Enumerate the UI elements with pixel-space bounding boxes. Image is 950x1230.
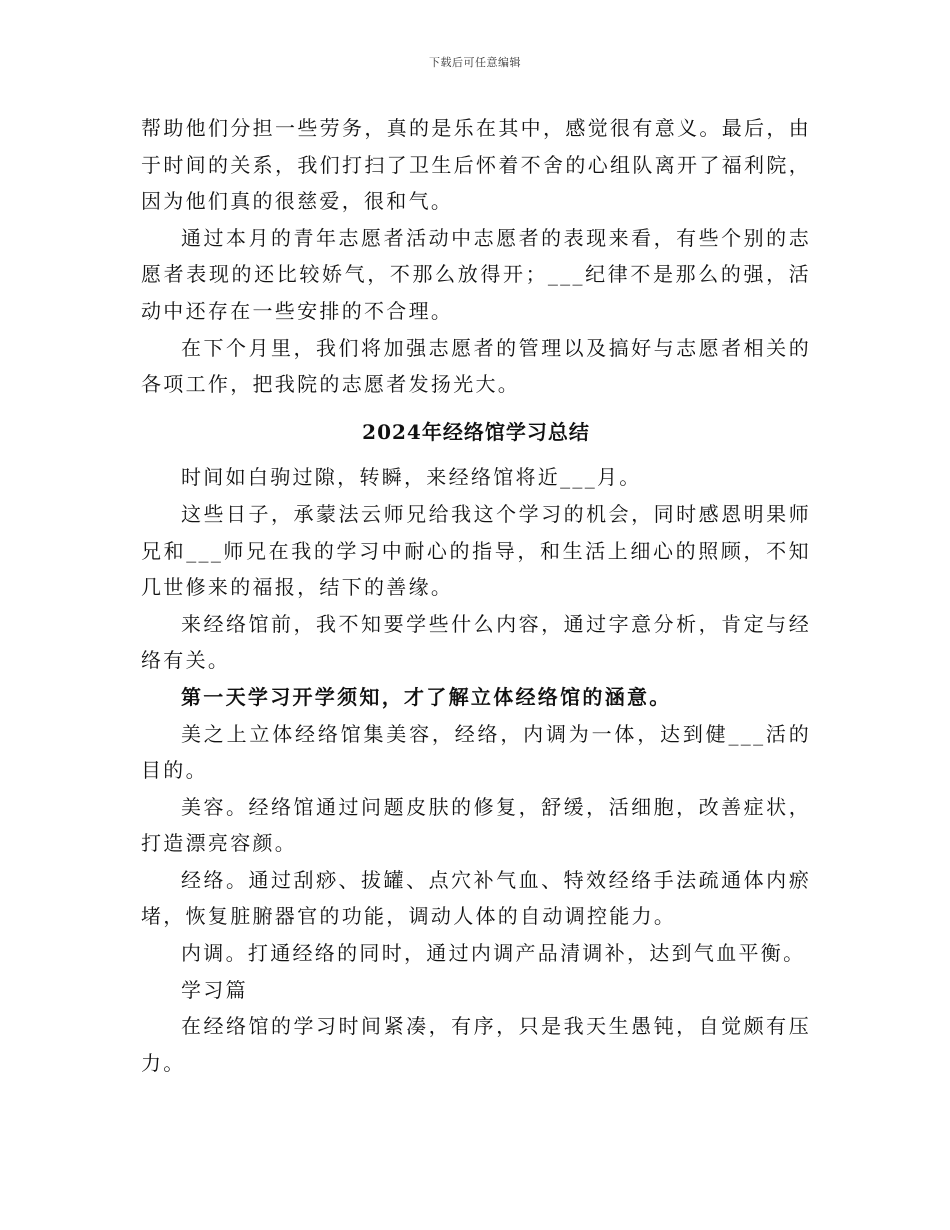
document-body: [141, 110, 811, 1081]
paragraph: 这些日子，承蒙法云师兄给我这个学习的机会，同时感恩明果师兄和___师兄在我的学习中耐心的指导，和生活上细心的照顾，不知几世修来的福报，结下的善缘。: [141, 501, 811, 600]
paragraph: 在下个月里，我们将加强志愿者的管理以及搞好与志愿者相关的各项工作，把我院的志愿者发扬光大。: [141, 335, 811, 397]
paragraph: 美容。经络馆通过问题皮肤的修复，舒缓，活细胞，改善症状，打造漂亮容颜。: [141, 794, 811, 856]
document-title: 2024年经络馆学习总结: [362, 419, 590, 444]
bold-paragraph: 第一天学习开学须知，才了解立体经络馆的涵意。: [181, 684, 672, 709]
page-header: 下载后可任意编辑: [429, 56, 521, 69]
paragraph: 在经络馆的学习时间紧凑，有序，只是我天生愚钝，自觉颇有压力。: [141, 1014, 811, 1075]
paragraph-continuation: 帮助他们分担一些劳务，真的是乐在其中，感觉很有意义。最后，由于时间的关系，我们打扫了卫生后怀着不舍的心组队离开了福利院，因为他们真的很慈爱，很和气。: [141, 116, 811, 214]
paragraph: 美之上立体经络馆集美容，经络，内调为一体，达到健___活的目的。: [141, 721, 811, 783]
paragraph: 时间如白驹过隙，转瞬，来经络馆将近___月。: [181, 465, 642, 490]
paragraph: 内调。打通经络的同时，通过内调产品清调补，达到气血平衡。: [181, 941, 806, 966]
paragraph: 通过本月的青年志愿者活动中志愿者的表现来看，有些个别的志愿者表现的还比较娇气，不那么放得开；___纪律不是那么的强，活动中还存在一些安排的不合理。: [141, 225, 811, 323]
paragraph: 经络。通过刮痧、拔罐、点穴补气血、特效经络手法疏通体内瘀堵，恢复脏腑器官的功能，调动人体的自动调控能力。: [141, 867, 811, 929]
paragraph: 来经络馆前，我不知要学些什么内容，通过字意分析，肯定与经络有关。: [141, 611, 811, 673]
section-heading: 学习篇: [181, 977, 248, 1002]
